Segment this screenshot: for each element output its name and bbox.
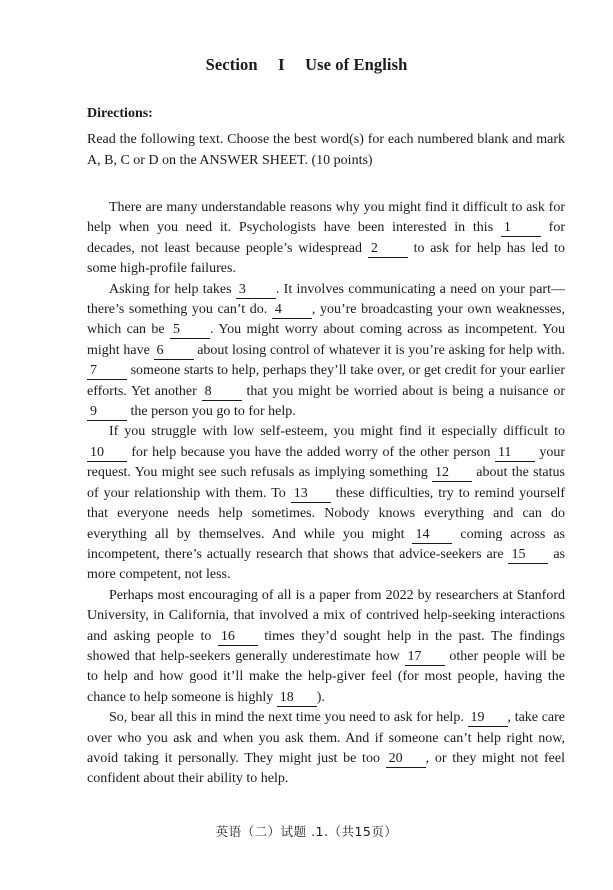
passage-text: other people will be to help and how good it’ll make the help-giver feel (for most people, having the chance to help someone is highly <box>87 648 565 705</box>
passage-text: to ask for help has led to some high-profile failures. <box>87 240 565 277</box>
numbered-blank: 1 <box>501 220 541 237</box>
passage-text: someone starts to help, perhaps they’ll take over, or get credit for your earlier efforts. Yet another <box>87 363 565 399</box>
numbered-blank: 9 <box>87 404 127 421</box>
section-numeral: I <box>278 55 285 74</box>
numbered-blank: 7 <box>87 363 127 380</box>
passage-text: . It involves communicating a need on your part—there’s something you can’t do. <box>87 281 565 318</box>
passage-paragraph <box>87 708 565 790</box>
directions-text: Read the following text. Choose the best word(s) for each numbered blank and mark A, B, C or D on the ANSWER SHEET. (10 points) <box>87 132 565 168</box>
numbered-blank: 6 <box>154 343 194 360</box>
section-label: Section <box>205 55 258 74</box>
page-footer: 英语（二）试题 .1.（共15页） <box>215 824 398 839</box>
numbered-blank: 16 <box>218 629 258 646</box>
numbered-blank: 18 <box>277 690 317 707</box>
passage-text: ). <box>316 689 325 705</box>
passage-text: . You might worry about coming across as incompetent. You might have <box>87 322 565 358</box>
numbered-blank: 10 <box>87 445 127 462</box>
passage-text: the person you go to for help. <box>127 404 296 420</box>
passage-text: There are many understandable reasons why you might find it difficult to ask for help when you need it. Psychologists have been interested in this <box>87 200 565 236</box>
numbered-blank: 20 <box>386 751 426 768</box>
passage-text: about the status of your relationship with them. To <box>87 465 565 501</box>
passage-text: Asking for help takes <box>109 281 236 297</box>
numbered-blank: 4 <box>272 302 312 319</box>
passage-text: these difficulties, try to remind yourself that everyone needs help sometimes. Nobody knows everything and can do everything all by themselves. And while you might <box>87 485 566 542</box>
numbered-blank: 17 <box>405 649 445 666</box>
passage-text: times they’d sought help in the past. The findings showed that help-seekers generally underestimate how <box>87 628 565 664</box>
passage-text: as more competent, not less. <box>87 546 565 583</box>
numbered-blank: 11 <box>495 445 535 462</box>
numbered-blank: 15 <box>508 547 548 564</box>
passage-text: So, bear all this in mind the next time you need to ask for help. <box>109 710 468 726</box>
passage-paragraph <box>87 280 565 423</box>
passage <box>87 198 565 790</box>
directions-heading: Directions: <box>87 106 153 121</box>
passage-text: coming across as incompetent, there’s actually research that shows that advice-seekers are <box>87 526 565 562</box>
numbered-blank: 13 <box>291 486 331 503</box>
passage-text: for decades, not least because people’s widespread <box>87 220 566 256</box>
numbered-blank: 3 <box>236 282 276 299</box>
passage-text: your request. You might see such refusals as implying something <box>87 444 565 481</box>
passage-text: , you’re broadcasting your own weaknesses, which can be <box>87 302 565 338</box>
passage-text: Perhaps most encouraging of all is a paper from 2022 by researchers at Stanford University, in California, that involved a mix of contrived help-seeking interactions and asking people to <box>87 587 565 644</box>
passage-paragraph <box>87 586 565 708</box>
passage-text: about losing control of whatever it is you’re asking for help with. <box>193 342 565 358</box>
numbered-blank: 8 <box>202 384 242 401</box>
section-name: Use of English <box>305 55 408 74</box>
numbered-blank: 19 <box>468 710 508 727</box>
passage-text: If you struggle with low self-esteem, you might find it especially difficult to <box>109 424 565 440</box>
numbered-blank: 14 <box>412 527 452 544</box>
section-title <box>0 55 613 75</box>
numbered-blank: 5 <box>170 322 210 339</box>
numbered-blank: 12 <box>432 465 472 482</box>
numbered-blank: 2 <box>368 241 408 258</box>
passage-text: , take care over who you ask and when you ask them. And if someone can’t help right now, avoid taking it personally. They might just be too <box>87 710 566 766</box>
passage-paragraph <box>87 422 565 585</box>
passage-text: , or they might not feel confident about their ability to help. <box>87 750 565 787</box>
passage-text: that you might be worried about is being a nuisance or <box>241 383 565 399</box>
passage-text: for help because you have the added worry of the other person <box>127 444 495 460</box>
passage-paragraph <box>87 198 565 280</box>
